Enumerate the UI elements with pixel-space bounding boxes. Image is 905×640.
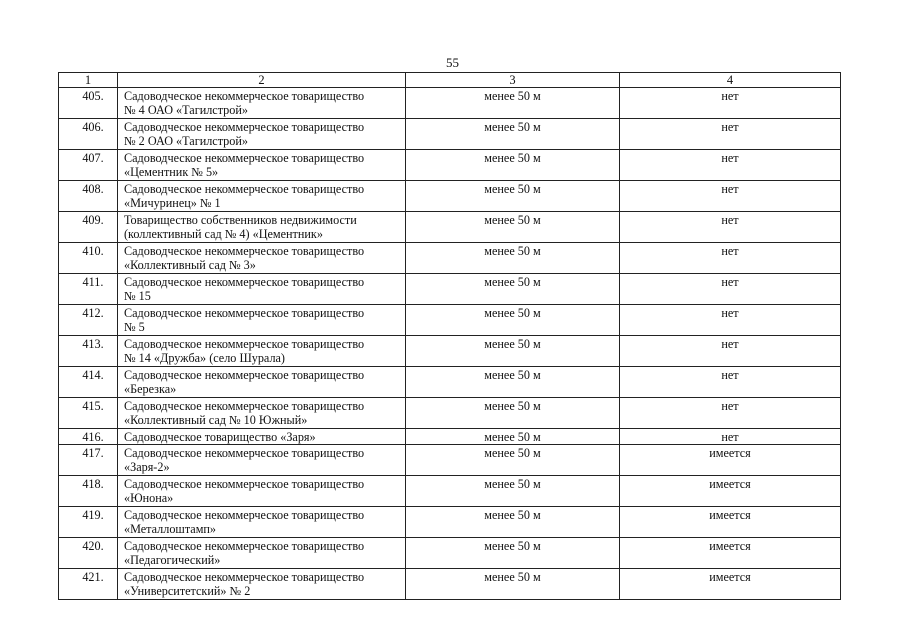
row-number-cell: 416. (59, 429, 118, 445)
document-table (58, 72, 841, 600)
table-row (59, 538, 841, 569)
table-body (59, 73, 841, 600)
organization-name-line: «Заря-2» (124, 460, 170, 474)
distance-cell: менее 50 м (406, 445, 620, 476)
organization-name-line: Садоводческое некоммерческое товарищество (124, 244, 365, 258)
row-number-cell: 410. (59, 243, 118, 274)
availability-cell: имеется (620, 445, 841, 476)
table-row (59, 212, 841, 243)
distance-cell: менее 50 м (406, 150, 620, 181)
availability-cell: имеется (620, 476, 841, 507)
organization-name-cell (118, 274, 406, 305)
availability-cell: нет (620, 336, 841, 367)
availability-cell: имеется (620, 569, 841, 600)
organization-name-cell (118, 569, 406, 600)
organization-name-cell (118, 476, 406, 507)
distance-cell: менее 50 м (406, 336, 620, 367)
organization-name-cell (118, 243, 406, 274)
organization-name-cell (118, 150, 406, 181)
organization-name-cell (118, 507, 406, 538)
availability-cell: нет (620, 243, 841, 274)
column-header-4: 4 (620, 73, 841, 88)
table-row (59, 507, 841, 538)
availability-cell: нет (620, 274, 841, 305)
distance-cell: менее 50 м (406, 367, 620, 398)
row-number-cell: 418. (59, 476, 118, 507)
organization-name-line: № 5 (124, 320, 145, 334)
organization-name-cell (118, 538, 406, 569)
availability-cell: нет (620, 88, 841, 119)
organization-name-cell (118, 445, 406, 476)
organization-name-line: Садоводческое некоммерческое товарищество (124, 275, 365, 289)
organization-name-line: Садоводческое некоммерческое товарищество (124, 508, 365, 522)
organization-name-line: Садоводческое некоммерческое товарищество (124, 89, 365, 103)
distance-cell: менее 50 м (406, 119, 620, 150)
distance-cell: менее 50 м (406, 305, 620, 336)
table-row (59, 274, 841, 305)
table-row (59, 445, 841, 476)
organization-name-line: Садоводческое некоммерческое товарищество (124, 337, 365, 351)
organization-name-cell (118, 181, 406, 212)
organization-name-cell (118, 367, 406, 398)
table-row (59, 305, 841, 336)
row-number-cell: 412. (59, 305, 118, 336)
distance-cell: менее 50 м (406, 429, 620, 445)
distance-cell: менее 50 м (406, 243, 620, 274)
organization-name-line: Садоводческое некоммерческое товарищество (124, 306, 365, 320)
organization-name-line: Садоводческое некоммерческое товарищество (124, 477, 365, 491)
availability-cell: нет (620, 181, 841, 212)
distance-cell: менее 50 м (406, 538, 620, 569)
row-number-cell: 409. (59, 212, 118, 243)
organization-name-line: № 14 «Дружба» (село Шурала) (124, 351, 285, 365)
organization-name-line: Товарищество собственников недвижимости (124, 213, 357, 227)
organization-name-line: «Юнона» (124, 491, 174, 505)
organization-name-cell (118, 336, 406, 367)
organization-name-line: «Коллективный сад № 10 Южный» (124, 413, 308, 427)
table-row (59, 569, 841, 600)
row-number-cell: 406. (59, 119, 118, 150)
organization-name-cell (118, 398, 406, 429)
organization-name-line: № 2 ОАО «Тагилстрой» (124, 134, 248, 148)
distance-cell: менее 50 м (406, 569, 620, 600)
availability-cell: имеется (620, 538, 841, 569)
availability-cell: нет (620, 150, 841, 181)
column-header-3: 3 (406, 73, 620, 88)
organization-name-line: Садоводческое некоммерческое товарищество (124, 570, 365, 584)
row-number-cell: 407. (59, 150, 118, 181)
availability-cell: нет (620, 367, 841, 398)
organization-name-line: Садоводческое некоммерческое товарищество (124, 120, 365, 134)
distance-cell: менее 50 м (406, 212, 620, 243)
distance-cell: менее 50 м (406, 476, 620, 507)
table-row (59, 181, 841, 212)
distance-cell: менее 50 м (406, 507, 620, 538)
organization-name-line: Садоводческое товарищество «Заря» (124, 430, 316, 444)
organization-name-line: № 4 ОАО «Тагилстрой» (124, 103, 248, 117)
row-number-cell: 420. (59, 538, 118, 569)
row-number-cell: 415. (59, 398, 118, 429)
table-row (59, 150, 841, 181)
organization-name-cell (118, 305, 406, 336)
distance-cell: менее 50 м (406, 274, 620, 305)
organization-name-line: «Университетский» № 2 (124, 584, 251, 598)
organization-name-line: «Березка» (124, 382, 177, 396)
table-row (59, 429, 841, 445)
row-number-cell: 417. (59, 445, 118, 476)
availability-cell: нет (620, 212, 841, 243)
row-number-cell: 408. (59, 181, 118, 212)
page-number: 55 (446, 55, 459, 70)
organization-name-line: Садоводческое некоммерческое товарищество (124, 399, 365, 413)
availability-cell: нет (620, 429, 841, 445)
distance-cell: менее 50 м (406, 181, 620, 212)
organization-name-cell (118, 119, 406, 150)
organization-name-line: «Цементник № 5» (124, 165, 219, 179)
table-row (59, 367, 841, 398)
organization-name-cell (118, 88, 406, 119)
organization-name-line: № 15 (124, 289, 151, 303)
availability-cell: нет (620, 119, 841, 150)
availability-cell: нет (620, 305, 841, 336)
organization-name-line: Садоводческое некоммерческое товарищество (124, 151, 365, 165)
table-row (59, 398, 841, 429)
organization-name-line: «Металлоштамп» (124, 522, 217, 536)
table-header-row (59, 73, 841, 88)
availability-cell: нет (620, 398, 841, 429)
table-row (59, 88, 841, 119)
row-number-cell: 421. (59, 569, 118, 600)
row-number-cell: 413. (59, 336, 118, 367)
row-number-cell: 414. (59, 367, 118, 398)
organization-name-line: «Мичуринец» № 1 (124, 196, 221, 210)
row-number-cell: 419. (59, 507, 118, 538)
organization-name-cell (118, 429, 406, 445)
distance-cell: менее 50 м (406, 88, 620, 119)
availability-cell: имеется (620, 507, 841, 538)
organization-name-cell (118, 212, 406, 243)
column-header-2: 2 (118, 73, 406, 88)
organization-name-line: Садоводческое некоммерческое товарищество (124, 539, 365, 553)
organization-name-line: Садоводческое некоммерческое товарищество (124, 446, 365, 460)
organization-name-line: Садоводческое некоммерческое товарищество (124, 368, 365, 382)
organization-name-line: (коллективный сад № 4) «Цементник» (124, 227, 323, 241)
table-row (59, 119, 841, 150)
table-row (59, 336, 841, 367)
table-row (59, 476, 841, 507)
distance-cell: менее 50 м (406, 398, 620, 429)
organization-name-line: «Педагогический» (124, 553, 221, 567)
row-number-cell: 405. (59, 88, 118, 119)
table-row (59, 243, 841, 274)
row-number-cell: 411. (59, 274, 118, 305)
organization-name-line: «Коллективный сад № 3» (124, 258, 256, 272)
column-header-1: 1 (59, 73, 118, 88)
organization-name-line: Садоводческое некоммерческое товарищество (124, 182, 365, 196)
